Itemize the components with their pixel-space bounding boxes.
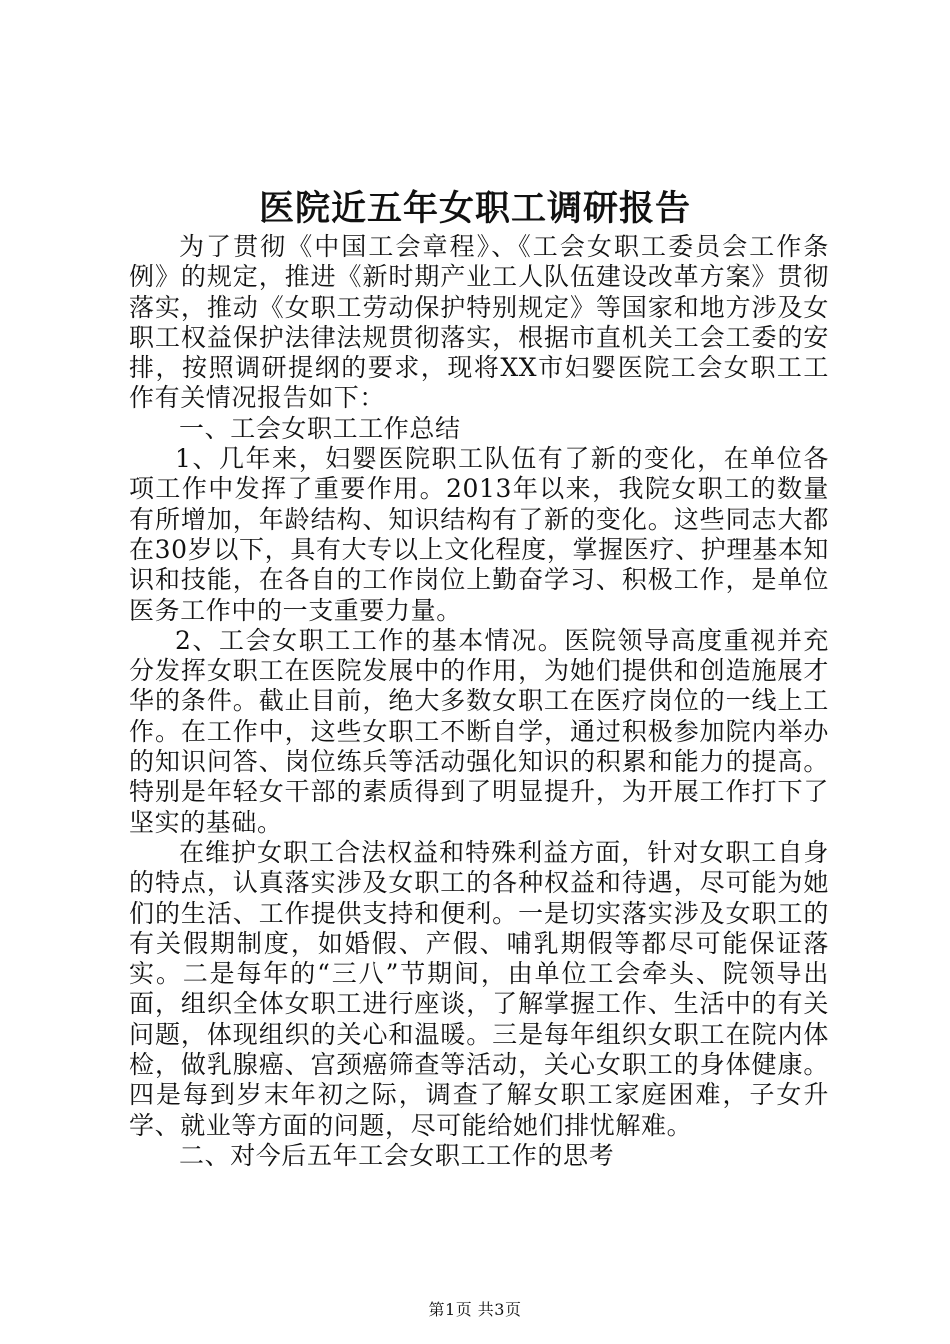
document-title: 医院近五年女职工调研报告 [258, 188, 691, 229]
document-body [129, 232, 829, 1171]
paragraph-point-1: 1、几年来，妇婴医院职工队伍有了新的变化，在单位各项工作中发挥了重要作用。2013年以来，我院女职工的数量有所增加，年龄结构、知识结构有了新的变化。这些同志大都在30岁以下，具有大专以上文化程度，掌握医疗、护理基本知识和技能，在各自的工作岗位上勤奋学习、积极工作，是单位医务工作中的一支重要力量。 [129, 444, 829, 625]
section-heading-1: 一、工会女职工工作总结 [179, 413, 461, 443]
section-heading-2: 二、对今后五年工会女职工工作的思考 [179, 1140, 615, 1170]
paragraph-point-2: 2、工会女职工工作的基本情况。医院领导高度重视并充分发挥女职工在医院发展中的作用，为她们提供和创造施展才华的条件。截止目前，绝大多数女职工在医疗岗位的一线上工作。在工作中，这些女职工不断自学，通过积极参加院内举办的知识问答、岗位练兵等活动强化知识的积累和能力的提高。特别是年轻女干部的素质得到了明显提升，为开展工作打下了坚实的基础。 [129, 625, 829, 837]
page-number-footer: 第1页 共3页 [428, 1300, 522, 1319]
paragraph-intro: 为了贯彻《中国工会章程》、《工会女职工委员会工作条例》的规定，推进《新时期产业工人队伍建设改革方案》贯彻落实，推动《女职工劳动保护特别规定》等国家和地方涉及女职工权益保护法律法规贯彻落实，根据市直机关工会工委的安排，按照调研提纲的要求，现将XX市妇婴医院工会女职工工作有关情况报告如下： [129, 232, 829, 413]
paragraph-rights: 在维护女职工合法权益和特殊利益方面，针对女职工自身的特点，认真落实涉及女职工的各种权益和待遇，尽可能为她们的生活、工作提供支持和便利。一是切实落实涉及女职工的有关假期制度，如婚假、产假、哺乳期假等都尽可能保证落实。二是每年的“三八”节期间，由单位工会牵头、院领导出面，组织全体女职工进行座谈，了解掌握工作、生活中的有关问题，体现组织的关心和温暖。三是每年组织女职工在院内体检，做乳腺癌、宫颈癌筛查等活动，关心女职工的身体健康。四是每到岁末年初之际，调查了解女职工家庭困难，子女升学、就业等方面的问题，尽可能给她们排忧解难。 [129, 837, 829, 1140]
